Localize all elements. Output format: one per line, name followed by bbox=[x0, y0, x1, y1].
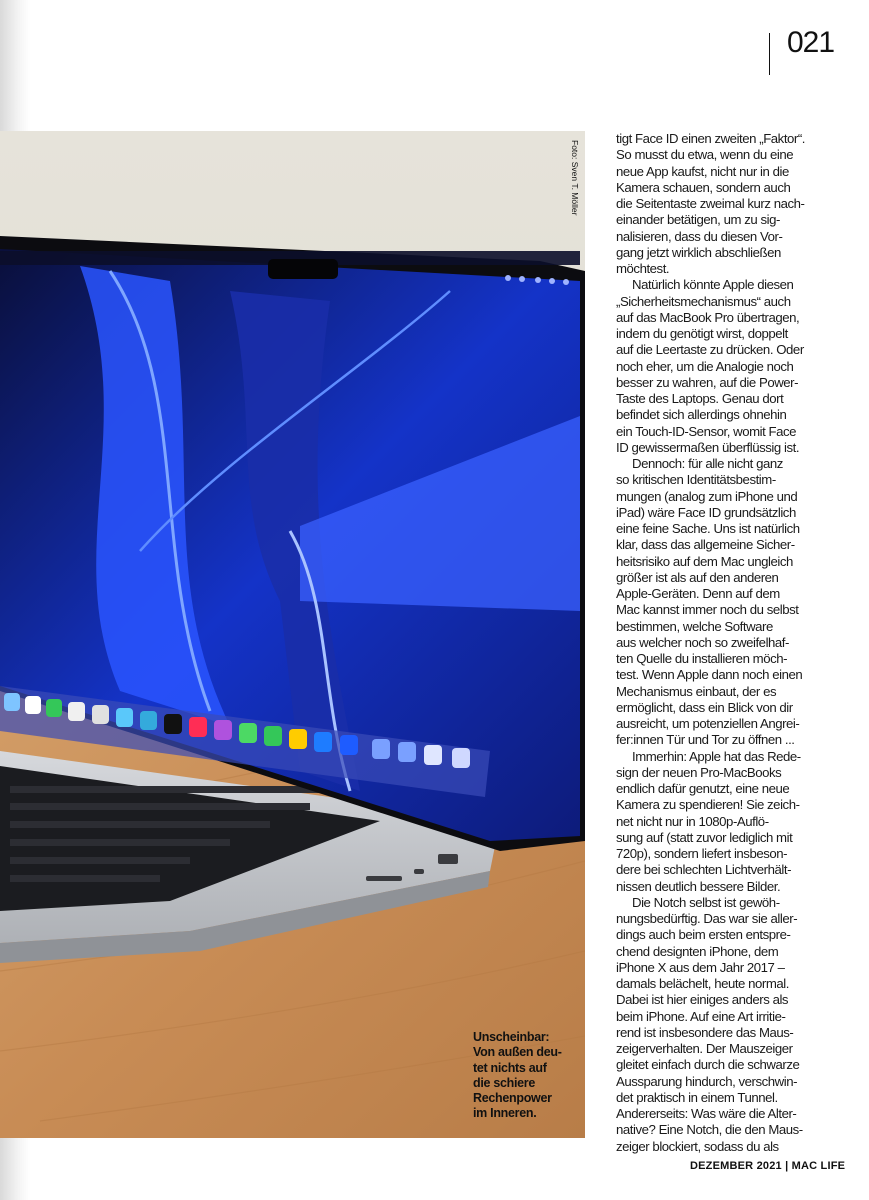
article-line: so kritischen Identitätsbestim- bbox=[616, 472, 776, 488]
article-line: Kamera zu spendieren! Sie zeich- bbox=[616, 797, 800, 813]
article-line: sung auf (statt zuvor lediglich mit bbox=[616, 829, 793, 845]
article-line: damals belächelt, heute normal. bbox=[616, 976, 789, 991]
article-line: native? Eine Notch, die den Maus- bbox=[616, 1122, 803, 1138]
caption-line: Unscheinbar: bbox=[473, 1030, 550, 1044]
page-footer: DEZEMBER 2021 | MAC LIFE bbox=[690, 1160, 846, 1172]
article-line: größer ist als auf den anderen bbox=[616, 569, 779, 585]
macbook-illustration bbox=[0, 131, 585, 1138]
article-line: Taste des Laptops. Genau dort bbox=[616, 391, 784, 406]
article-line: dere bei schlechten Lichtverhält- bbox=[616, 862, 792, 878]
article-line: beim iPhone. Auf eine Art irritie- bbox=[616, 1008, 786, 1024]
article-line: heitsrisiko auf dem Mac ungleich bbox=[616, 553, 793, 569]
article-line: einander betätigen, um zu sig- bbox=[616, 212, 780, 228]
article-line: Apple-Geräten. Denn auf dem bbox=[616, 586, 780, 601]
article-line: So musst du etwa, wenn du eine bbox=[616, 147, 794, 163]
article-line: 720p), sondern liefert insbeson- bbox=[616, 846, 788, 861]
article-line: noch eher, um die Analogie noch bbox=[616, 358, 794, 374]
article-line: möchtest. bbox=[616, 261, 670, 276]
article-line: gang jetzt wirklich abschließen bbox=[616, 244, 781, 260]
article-line: mungen (analog zum iPhone und bbox=[616, 488, 798, 504]
caption-line: im Inneren. bbox=[473, 1106, 537, 1121]
macbook-photo bbox=[0, 131, 585, 1138]
article-line: zeiger blockiert, sodass du als bbox=[616, 1138, 779, 1154]
article-line: Kamera schauen, sondern auch bbox=[616, 179, 791, 195]
article-line: ein Touch-ID-Sensor, womit Face bbox=[616, 423, 797, 439]
article-line: test. Wenn Apple dann noch einen bbox=[616, 667, 803, 683]
article-line: Mechanismus einbaut, der es bbox=[616, 683, 777, 699]
article-line: tigt Face ID einen zweiten „Faktor“. bbox=[616, 131, 806, 146]
page-number-rule bbox=[769, 33, 770, 75]
article-line: ten Quelle du installieren möch- bbox=[616, 651, 788, 666]
article-line: fer:innen Tür und Tor zu öffnen ... bbox=[616, 732, 795, 748]
article-line: neue App kaufst, nicht nur in die bbox=[616, 163, 789, 179]
article-line: die Seitentaste zweimal kurz nach- bbox=[616, 196, 805, 211]
article-line: besser zu wahren, auf die Power- bbox=[616, 374, 799, 390]
article-line: befindet sich allerdings ohnehin bbox=[616, 407, 787, 423]
article-line: zeigerverhalten. Der Mauszeiger bbox=[616, 1041, 793, 1056]
article-line: net nicht nur in 1080p-Auflö- bbox=[616, 813, 769, 829]
article-line: Mac kannst immer noch du selbst bbox=[616, 602, 799, 618]
photo-credit: Foto: Sven T. Möller bbox=[570, 140, 580, 216]
caption-line: Von außen deu- bbox=[473, 1045, 562, 1060]
photo-caption bbox=[473, 1030, 583, 1122]
paragraph-start-line: Immerhin: Apple hat das Rede- bbox=[632, 748, 801, 764]
article-line: klar, dass das allgemeine Sicher- bbox=[616, 537, 795, 553]
caption-line: Rechenpower bbox=[473, 1091, 552, 1106]
article-line: auf die Leertaste zu drücken. Oder bbox=[616, 342, 804, 358]
article-line: dings auch beim ersten entspre- bbox=[616, 927, 791, 943]
article-column bbox=[616, 131, 828, 1155]
article-line: sign der neuen Pro-MacBooks bbox=[616, 764, 782, 780]
article-line: „Sicherheitsmechanismus“ auch bbox=[616, 293, 791, 309]
article-line: gleitet einfach durch die schwarze bbox=[616, 1057, 800, 1073]
article-line: ausreicht, um potenziellen Angrei- bbox=[616, 716, 800, 731]
article-line: Andererseits: Was wäre die Alter- bbox=[616, 1106, 797, 1121]
article-line: rend ist insbesondere das Maus- bbox=[616, 1024, 794, 1040]
article-line: ermöglicht, dass ein Blick von dir bbox=[616, 699, 793, 715]
article-line: Dabei ist hier einiges anders als bbox=[616, 992, 789, 1008]
article-line: chend designten iPhone, dem bbox=[616, 943, 779, 959]
article-line: nissen deutlich bessere Bilder. bbox=[616, 878, 781, 894]
article-line: indem du genötigt wirst, doppelt bbox=[616, 326, 788, 341]
paragraph-start-line: Natürlich könnte Apple diesen bbox=[632, 277, 794, 293]
article-line: ID gewissermaßen überflüssig ist. bbox=[616, 439, 800, 455]
paragraph-start-line: Die Notch selbst ist gewöh- bbox=[632, 894, 780, 910]
caption-line: die schiere bbox=[473, 1075, 536, 1090]
article-line: det praktisch in einem Tunnel. bbox=[616, 1089, 778, 1105]
article-line: Aussparung hindurch, verschwin- bbox=[616, 1073, 798, 1089]
article-line: aus welcher noch so zweifelhaf- bbox=[616, 634, 789, 650]
article-line: endlich dafür genutzt, eine neue bbox=[616, 781, 790, 796]
article-line: nungsbedürftig. Das war sie aller- bbox=[616, 911, 798, 926]
article-line: iPad) wäre Face ID grundsätzlich bbox=[616, 504, 796, 520]
article-line: eine feine Sache. Uns ist natürlich bbox=[616, 521, 800, 536]
page-number: 021 bbox=[787, 26, 835, 59]
article-line: iPhone X aus dem Jahr 2017 – bbox=[616, 959, 785, 975]
article-line: auf das MacBook Pro übertragen, bbox=[616, 309, 800, 325]
caption-line: tet nichts auf bbox=[473, 1060, 547, 1075]
article-line: bestimmen, welche Software bbox=[616, 618, 773, 634]
article-line: nalisieren, dass du diesen Vor- bbox=[616, 228, 783, 244]
paragraph-start-line: Dennoch: für alle nicht ganz bbox=[632, 456, 783, 471]
